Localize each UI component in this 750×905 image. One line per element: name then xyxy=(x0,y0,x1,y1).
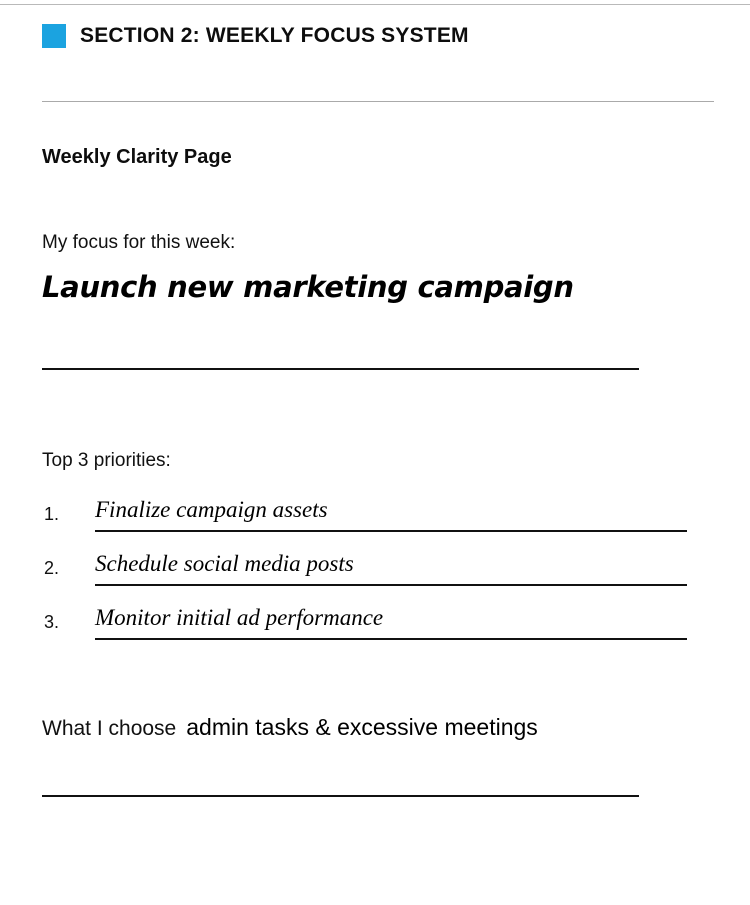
focus-answer-underline xyxy=(42,368,639,370)
priority-underline xyxy=(95,530,687,532)
priority-number: 3. xyxy=(44,612,60,632)
priority-row xyxy=(42,551,687,591)
focus-prompt-label: My focus for this week: xyxy=(42,232,236,253)
section-header xyxy=(42,24,469,48)
section-title: SECTION 2: WEEKLY FOCUS SYSTEM xyxy=(80,24,469,47)
priorities-prompt-label: Top 3 priorities: xyxy=(42,450,171,471)
priority-row xyxy=(42,497,687,537)
priority-answer-field[interactable]: Monitor initial ad performance xyxy=(95,605,384,630)
priority-answer-field[interactable]: Schedule social media posts xyxy=(95,551,354,576)
page-subtitle: Weekly Clarity Page xyxy=(42,146,232,168)
priority-underline xyxy=(95,584,687,586)
top-divider xyxy=(0,4,750,5)
priority-number: 1. xyxy=(44,504,60,524)
choose-answer-underline xyxy=(42,795,639,797)
choose-prompt-label: What I choose xyxy=(42,717,177,740)
priority-answer-field[interactable]: Finalize campaign assets xyxy=(95,497,328,522)
choose-answer-field[interactable]: admin tasks & excessive meetings xyxy=(186,714,538,740)
priority-row xyxy=(42,605,687,645)
header-divider xyxy=(42,101,714,102)
bullet-square-icon xyxy=(42,24,66,48)
priority-underline xyxy=(95,638,687,640)
focus-answer-field[interactable]: Launch new marketing campaign xyxy=(42,270,574,304)
choose-line xyxy=(42,714,702,741)
priority-number: 2. xyxy=(44,558,60,578)
